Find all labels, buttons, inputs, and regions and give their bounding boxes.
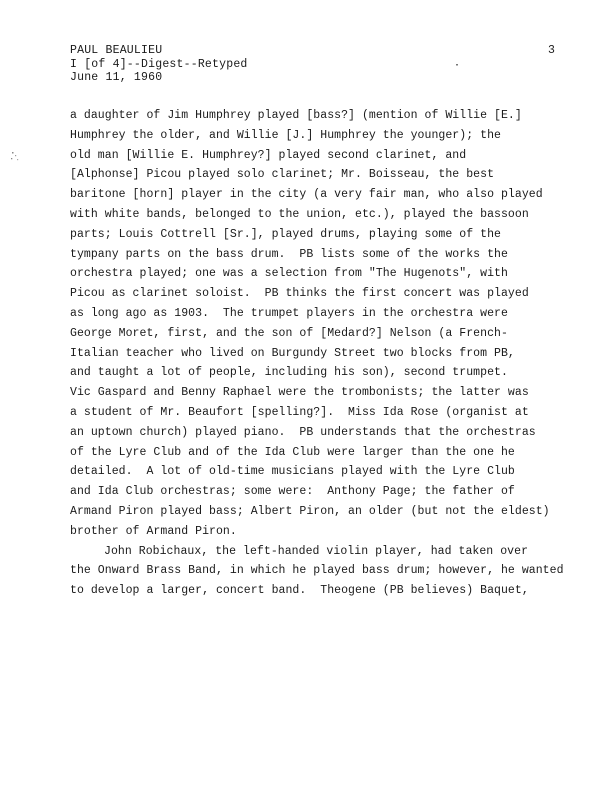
- paragraph-2: [70, 542, 570, 601]
- text-line: John Robichaux, the left-handed violin player, had taken over: [104, 544, 529, 558]
- text-line: brother of Armand Piron.: [70, 524, 237, 538]
- text-line: the Onward Brass Band, in which he played bass drum; however, he wanted: [70, 564, 564, 578]
- interviewee-name: PAUL BEAULIEU: [70, 44, 163, 57]
- text-line: Vic Gaspard and Benny Raphael were the trombonists; the latter was: [70, 386, 529, 400]
- reel-info: I [of 4]--Digest--Retyped: [70, 57, 248, 71]
- scan-speck: [456, 64, 459, 66]
- text-line: parts; Louis Cottrell [Sr.], played drums, playing some of the: [70, 227, 501, 241]
- scan-specks: [8, 150, 22, 164]
- text-line: a student of Mr. Beaufort [spelling?]. Miss Ida Rose (organist at: [70, 405, 529, 419]
- text-line: George Moret, first, and the son of [Medard?] Nelson (a French-: [70, 326, 508, 340]
- text-line: orchestra played; one was a selection from "The Hugenots", with: [70, 267, 508, 281]
- document-header: [70, 44, 248, 85]
- text-line: Humphrey the older, and Willie [J.] Humphrey the younger); the: [70, 128, 501, 142]
- text-line: of the Lyre Club and of the Ida Club were larger than the one he: [70, 445, 515, 459]
- page-number: 3: [548, 44, 555, 57]
- text-line: with white bands, belonged to the union, etc.), played the bassoon: [70, 207, 529, 221]
- text-line: detailed. A lot of old-time musicians played with the Lyre Club: [70, 465, 515, 479]
- text-line: and taught a lot of people, including his son), second trumpet.: [70, 366, 508, 380]
- paragraph-1: [70, 106, 570, 542]
- text-line: to develop a larger, concert band. Theogene (PB believes) Baquet,: [70, 584, 529, 598]
- text-line: old man [Willie E. Humphrey?] played second clarinet, and: [70, 148, 467, 162]
- document-body: [70, 106, 570, 601]
- interview-date: June 11, 1960: [70, 71, 163, 84]
- text-line: baritone [horn] player in the city (a very fair man, who also played: [70, 188, 543, 202]
- text-line: a daughter of Jim Humphrey played [bass?] (mention of Willie [E.]: [70, 109, 522, 122]
- text-line: Picou as clarinet soloist. PB thinks the first concert was played: [70, 287, 529, 301]
- text-line: an uptown church) played piano. PB understands that the orchestras: [70, 425, 536, 439]
- text-line: Italian teacher who lived on Burgundy Street two blocks from PB,: [70, 346, 515, 360]
- text-line: tympany parts on the bass drum. PB lists some of the works the: [70, 247, 508, 261]
- text-line: as long ago as 1903. The trumpet players in the orchestra were: [70, 306, 508, 320]
- text-line: and Ida Club orchestras; some were: Anthony Page; the father of: [70, 485, 515, 499]
- text-line: Armand Piron played bass; Albert Piron, an older (but not the eldest): [70, 504, 550, 518]
- text-line: [Alphonse] Picou played solo clarinet; Mr. Boisseau, the best: [70, 168, 495, 182]
